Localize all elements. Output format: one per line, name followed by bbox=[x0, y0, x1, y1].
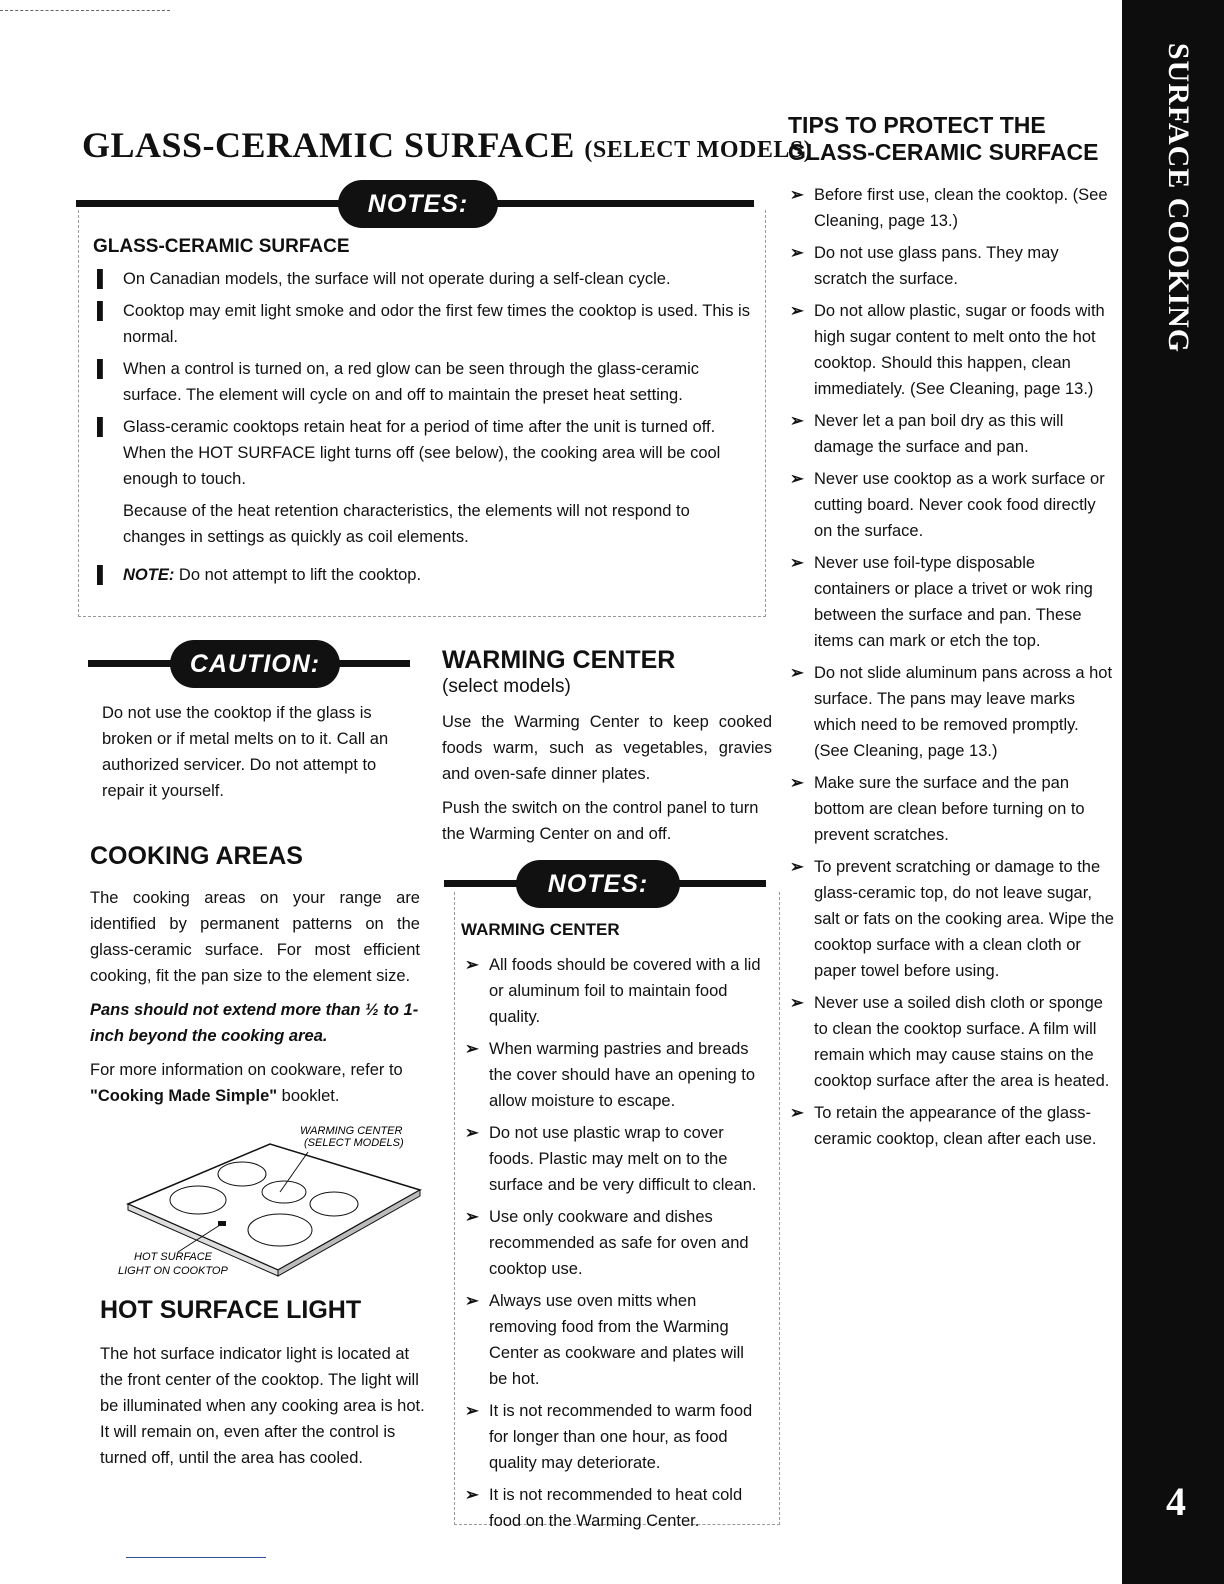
list-item: ➢ Before first use, clean the cooktop. (See Cleaning, page 13.) bbox=[790, 186, 1108, 230]
list-item: ➢ When warming pastries and breads the cover should have an opening to allow moisture to escape. bbox=[465, 1040, 756, 1110]
notes-badge: NOTES: bbox=[338, 180, 498, 228]
list-item: ▌ On Canadian models, the surface will not operate during a self-clean cycle. bbox=[97, 270, 671, 288]
page-title bbox=[82, 124, 812, 166]
cooking-areas-para: The cooking areas on your range are identified by permanent patterns on the glass-ceramic surface. For most efficient cooking, fit the pan size to the element size. bbox=[90, 889, 420, 985]
list-item: ➢ Do not use plastic wrap to cover foods. Plastic may melt on to the surface and be very difficult to clean. bbox=[465, 1124, 757, 1194]
note-item: ▌ NOTE: Do not attempt to lift the cooktop. bbox=[97, 566, 422, 584]
cooking-areas-section bbox=[90, 842, 420, 1117]
warming-center-para1: Use the Warming Center to keep cooked foods warm, such as vegetables, gravies and oven-safe dinner plates. bbox=[442, 713, 772, 783]
footer-underline bbox=[126, 1557, 266, 1558]
warming-center-heading: WARMING CENTER bbox=[442, 646, 676, 674]
caution-text: Do not use the cooktop if the glass is broken or if metal melts on to it. Call an authorized servicer. Do not attempt to repair it yourself. bbox=[102, 704, 389, 800]
cooking-areas-reference: For more information on cookware, refer to "Cooking Made Simple" booklet. bbox=[90, 1061, 403, 1105]
list-item: ➢ Make sure the surface and the pan bottom are clean before turning on to prevent scratches. bbox=[790, 774, 1085, 844]
warming-center-para2: Push the switch on the control panel to turn the Warming Center on and off. bbox=[442, 799, 759, 843]
list-item: ▌ When a control is turned on, a red glow can be seen through the glass-ceramic surface. The element will cycle on and off to maintain the preset heat setting. bbox=[97, 360, 699, 404]
side-tab-label: SURFACE COOKING bbox=[1162, 42, 1195, 354]
notes-warming-badge: NOTES: bbox=[516, 860, 680, 908]
list-item: ➢ Use only cookware and dishes recommended as safe for oven and cooktop use. bbox=[465, 1208, 749, 1278]
list-item: ➢ Do not use glass pans. They may scratch the surface. bbox=[790, 244, 1059, 288]
element-right bbox=[310, 1192, 358, 1216]
hot-surface-section bbox=[100, 1296, 430, 1479]
hot-surface-para: The hot surface indicator light is located at the front center of the cooktop. The light will be illuminated when any cooking area is hot. It will remain on, even after the control is turned off, until the area has cooled. bbox=[100, 1345, 425, 1467]
notes-warming-box bbox=[454, 892, 780, 1530]
list-item: ➢ To prevent scratching or damage to the glass-ceramic top, do not leave sugar, salt or fats on the cooking area. Wipe the cooktop surface with a clean cloth or paper towel before using. bbox=[790, 858, 1114, 980]
notes-heading: GLASS-CERAMIC SURFACE bbox=[93, 236, 350, 257]
list-item: ▌ Glass-ceramic cooktops retain heat for a period of time after the unit is turned off. When the HOT SURFACE light turns off (see below), the cooking area will be cool enough to touch. bbox=[97, 418, 721, 488]
warming-center-section bbox=[442, 646, 772, 855]
list-item: ➢ Do not slide aluminum pans across a hot surface. The pans may leave marks which need to be removed promptly. (See Cleaning, page 13.) bbox=[790, 664, 1113, 760]
list-item: ➢ Never use a soiled dish cloth or sponge to clean the cooktop surface. A film will remain which may cause stains on the cooktop surface after the area is heated. bbox=[790, 994, 1110, 1090]
notes-list bbox=[93, 266, 753, 492]
cooking-areas-heading: COOKING AREAS bbox=[90, 842, 303, 870]
list-item: ➢ Never let a pan boil dry as this will damage the surface and pan. bbox=[790, 412, 1064, 456]
page-title-main: GLASS-CERAMIC SURFACE bbox=[82, 125, 575, 165]
note-text: Do not attempt to lift the cooktop. bbox=[174, 566, 422, 584]
diagram-label-warming: WARMING CENTER bbox=[300, 1125, 403, 1137]
list-item: ▌ Cooktop may emit light smoke and odor the first few times the cooktop is used. This is normal. bbox=[97, 302, 750, 346]
notes-box bbox=[78, 210, 766, 617]
notes-warming-heading: WARMING CENTER bbox=[461, 920, 620, 939]
cooking-areas-warning: Pans should not extend more than ½ to 1-inch beyond the cooking area. bbox=[90, 1001, 419, 1045]
list-item: ➢ It is not recommended to heat cold food on the Warming Center. bbox=[465, 1486, 743, 1530]
warming-center-element bbox=[262, 1181, 306, 1203]
notes-warming-list bbox=[461, 952, 761, 1534]
list-item: ➢ All foods should be covered with a lid or aluminum foil to maintain food quality. bbox=[465, 956, 761, 1026]
element-left bbox=[170, 1186, 226, 1214]
list-item: ➢ To retain the appearance of the glass-ceramic cooktop, clean after each use. bbox=[790, 1104, 1097, 1148]
scan-artifact-line bbox=[0, 10, 170, 11]
diagram-label-hot-2: LIGHT ON COOKTOP bbox=[118, 1265, 228, 1277]
notes-note-list bbox=[93, 562, 753, 588]
caution-badge: CAUTION: bbox=[170, 640, 340, 688]
list-item: ➢ Always use oven mitts when removing food from the Warming Center as cookware and plates will be hot. bbox=[465, 1292, 744, 1388]
element-back bbox=[218, 1162, 266, 1186]
tips-heading: TIPS TO PROTECT THE GLASS-CERAMIC SURFACE bbox=[788, 112, 1099, 165]
cooktop-diagram bbox=[108, 1122, 428, 1292]
list-item: ➢ Never use foil-type disposable containers or place a trivet or wok ring between the surface and pan. These items can mark or etch the top. bbox=[790, 554, 1093, 650]
note-label: NOTE: bbox=[123, 566, 175, 584]
diagram-label-hot: HOT SURFACE bbox=[134, 1251, 213, 1263]
warming-center-subheading: (select models) bbox=[442, 676, 571, 697]
list-item: ➢ It is not recommended to warm food for longer than one hour, as food quality may deteriorate. bbox=[465, 1402, 753, 1472]
element-front bbox=[248, 1214, 312, 1246]
list-item: ➢ Do not allow plastic, sugar or foods with high sugar content to melt onto the hot cooktop. Should this happen, clean immediately. (See Cleaning, page 13.) bbox=[790, 302, 1105, 398]
page-title-suffix: (SELECT MODELS) bbox=[584, 137, 813, 163]
tips-list bbox=[786, 182, 1114, 1158]
page-number: 4 bbox=[1166, 1479, 1186, 1524]
notes-para: Because of the heat retention characteristics, the elements will not respond to changes in settings as quickly as coil elements. bbox=[123, 502, 690, 546]
list-item: ➢ Never use cooktop as a work surface or cutting board. Never cook food directly on the surface. bbox=[790, 470, 1105, 540]
hot-surface-heading: HOT SURFACE LIGHT bbox=[100, 1296, 362, 1324]
diagram-label-warming-2: (SELECT MODELS) bbox=[304, 1137, 404, 1149]
